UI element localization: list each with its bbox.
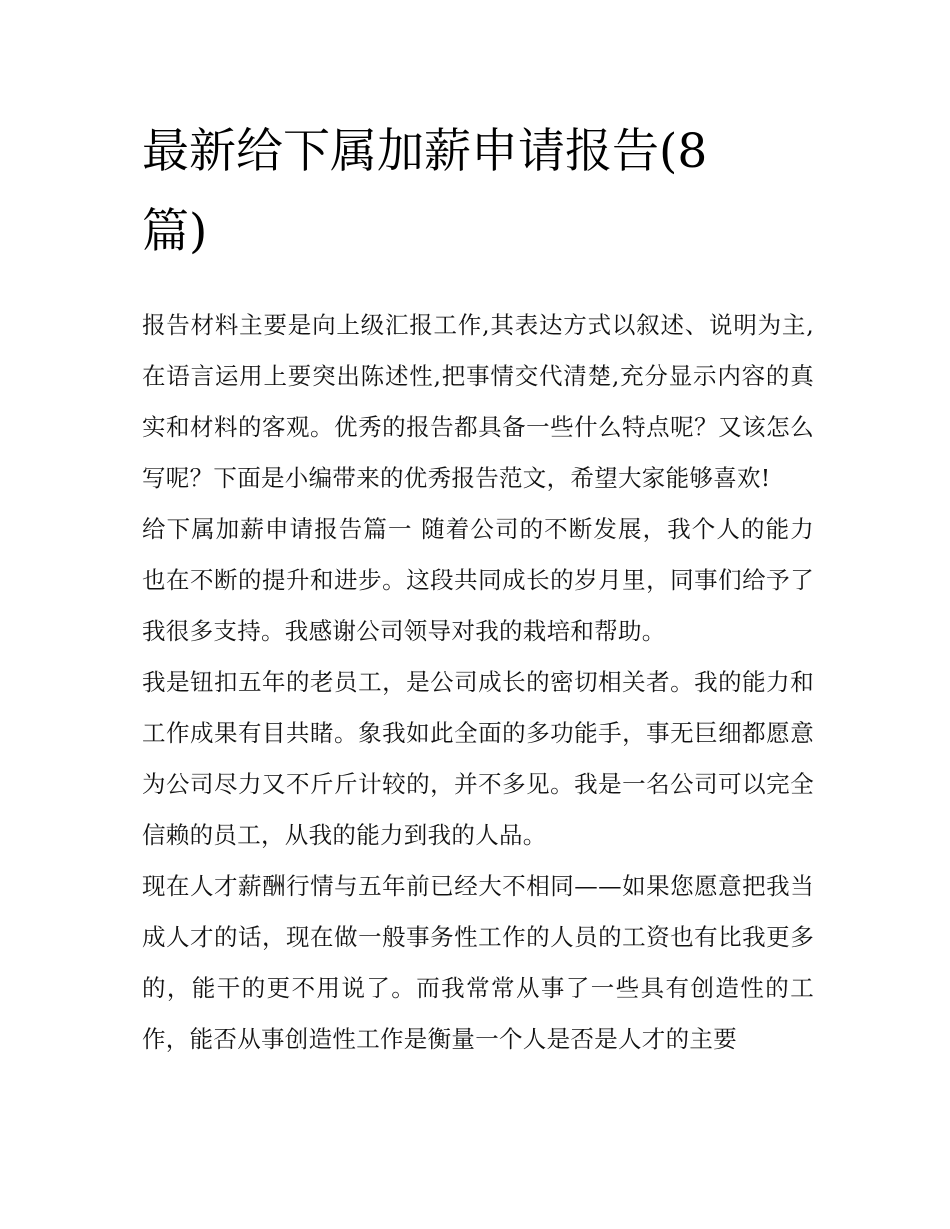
document-content [142,112,814,1065]
document-title [142,112,814,272]
body-paragraph-2: 我是钮扣五年的老员工，是公司成长的密切相关者。我的能力和工作成果有目共睹。象我如此全面的多功能手，事无巨细都愿意为公司尽力又不斤斤计较的，并不多见。我是一名公司可以完全信赖的员工，从我的能力到我的人品。 [142,668,814,849]
document-title-main: 最新给下属加薪申请报告(8 [142,124,708,179]
document-body [142,300,814,1065]
body-paragraph-1: 给下属加薪申请报告篇一 随着公司的不断发展，我个人的能力也在不断的提升和进步。这段共同成长的岁月里，同事们给予了我很多支持。我感谢公司领导对我的栽培和帮助。 [142,515,814,645]
body-paragraph-3: 现在人才薪酬行情与五年前已经大不相同——如果您愿意把我当成人才的话，现在做一般事务性工作的人员的工资也有比我更多的，能干的更不用说了。而我常常从事了一些具有创造性的工作，能否从事创造性工作是衡量一个人是否是人才的主要 [142,872,814,1053]
intro-paragraph: 报告材料主要是向上级汇报工作,其表达方式以叙述、说明为主,在语言运用上要突出陈述性,把事情交代清楚,充分显示内容的真实和材料的客观。优秀的报告都具备一些什么特点呢？又该怎么写呢？下面是小编带来的优秀报告范文，希望大家能够喜欢! [142,311,814,492]
document-title-tail: 篇) [142,204,208,259]
